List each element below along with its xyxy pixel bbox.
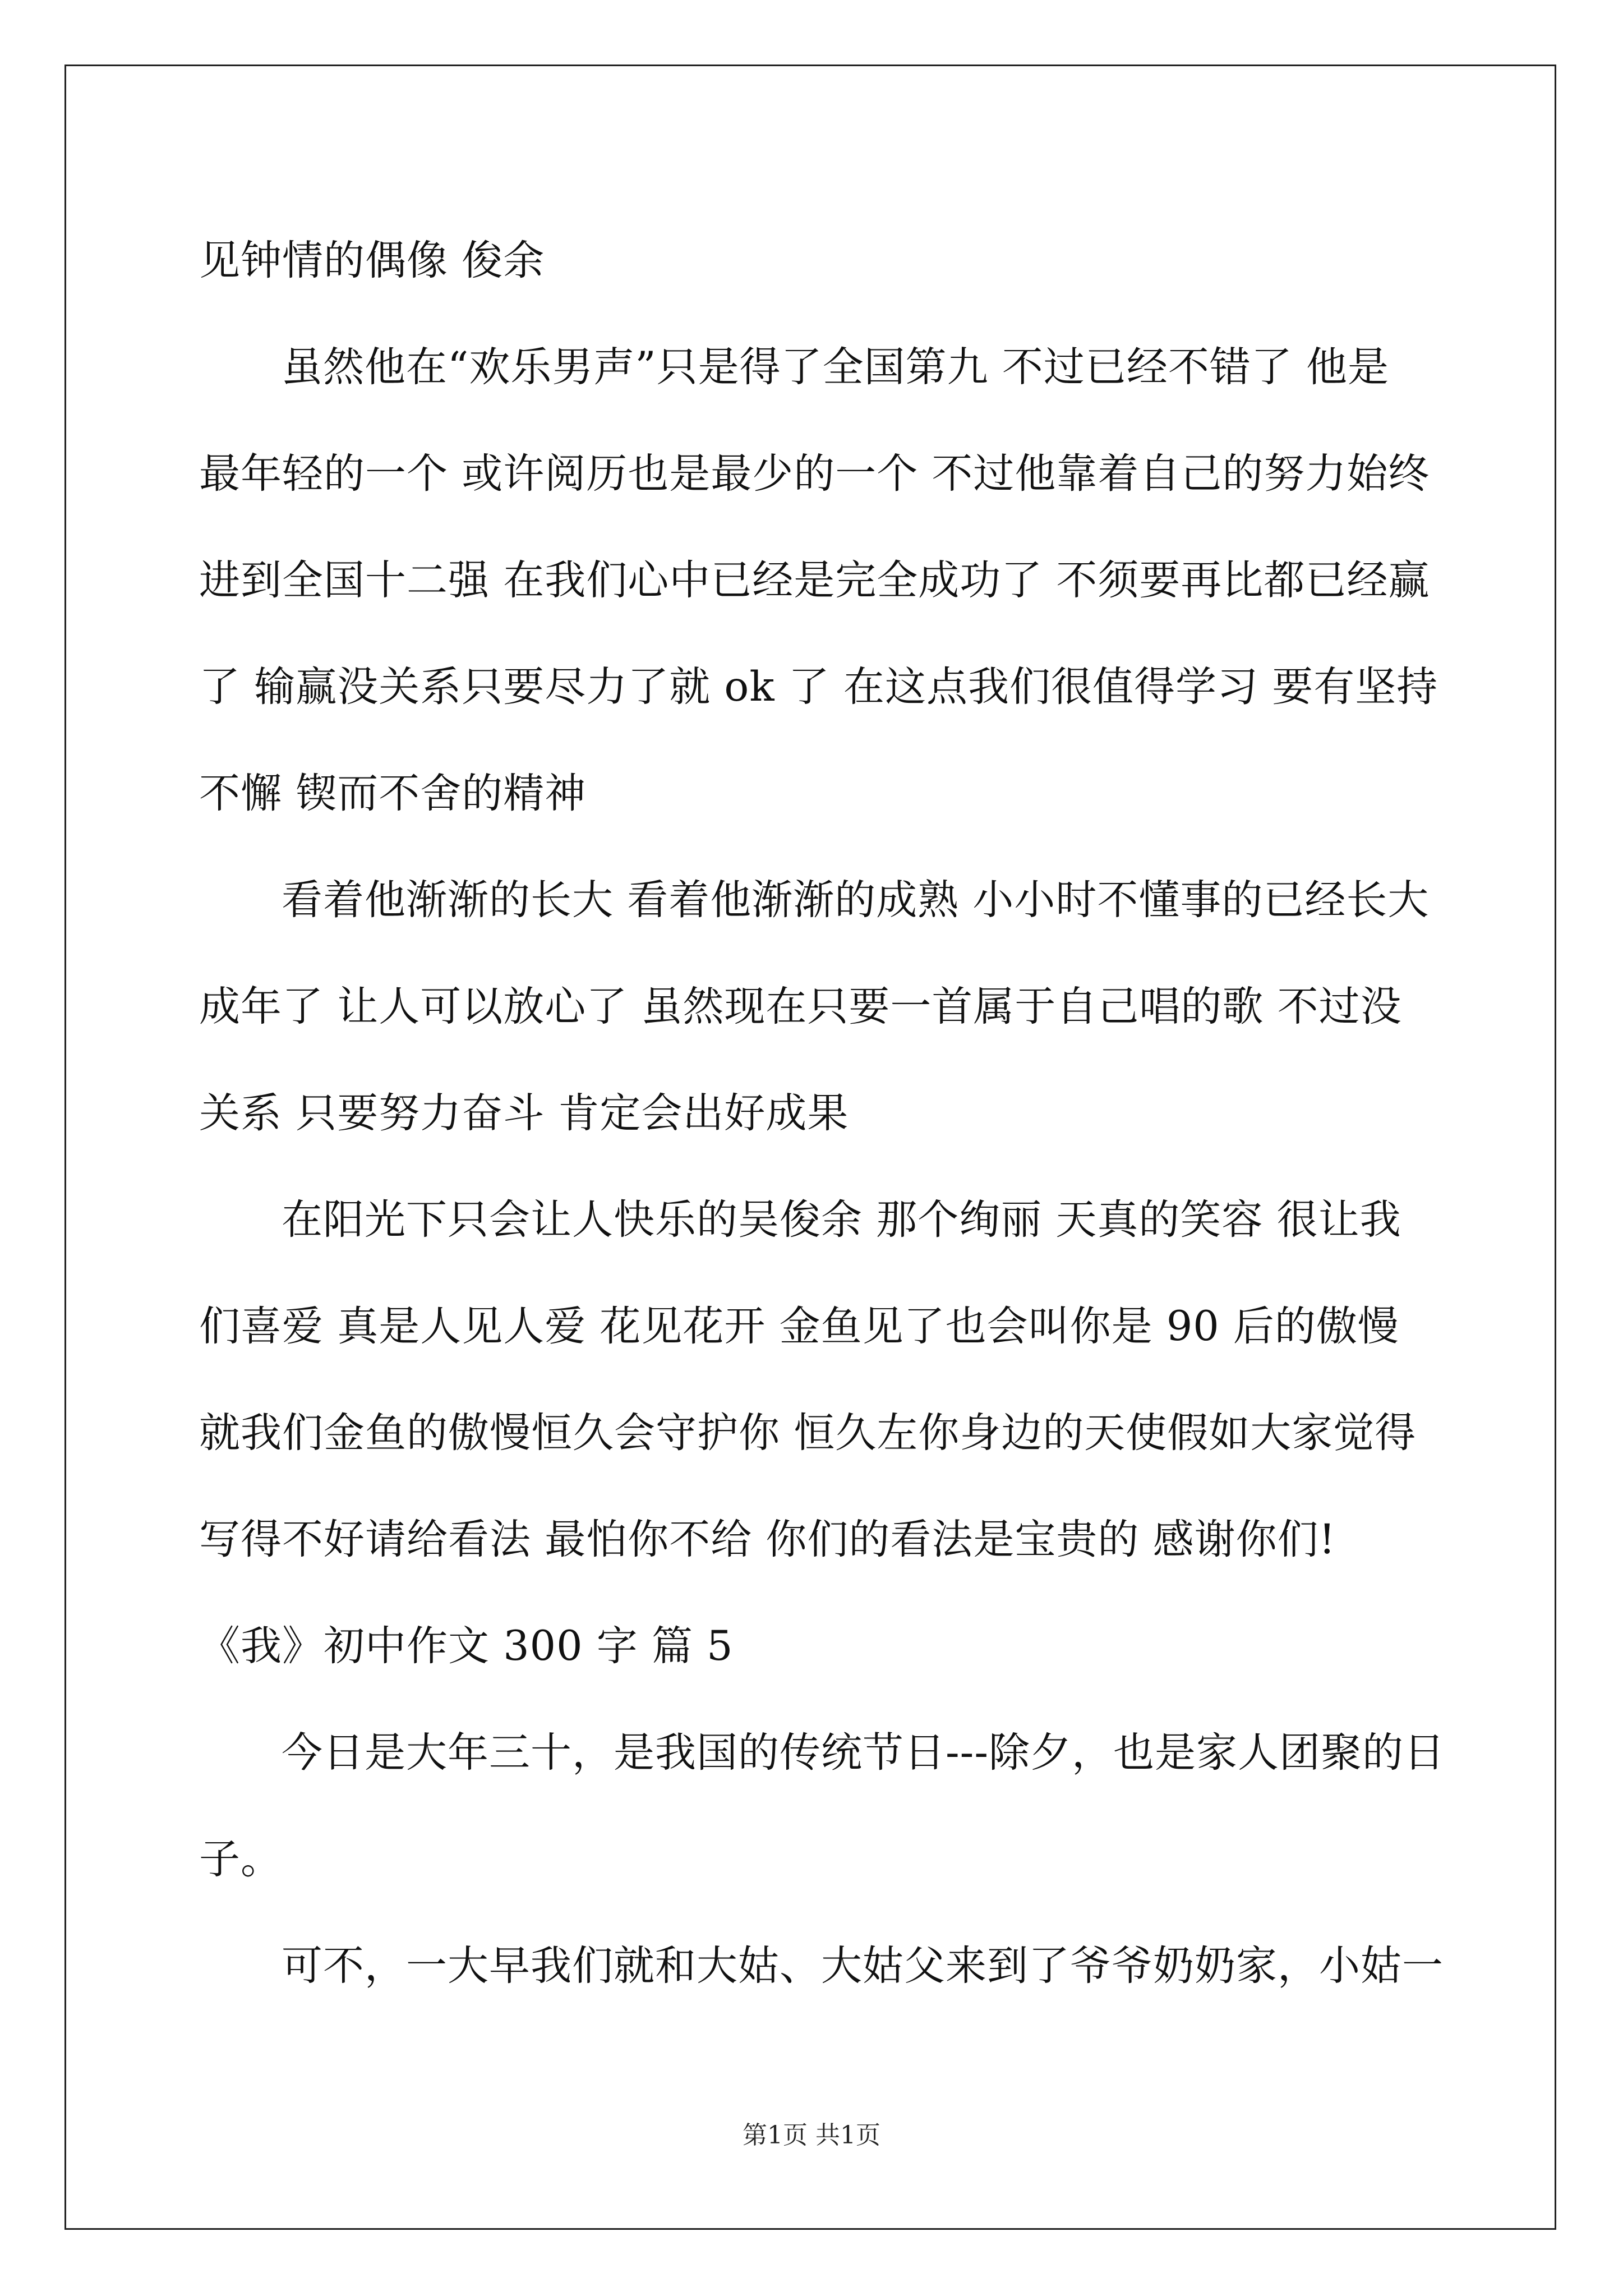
text-line: 看着他渐渐的长大 看着他渐渐的成熟 小小时不懂事的已经长大: [282, 876, 1430, 924]
text-line: 就我们金鱼的傲慢恒久会守护你 恒久左你身边的天使假如大家觉得: [199, 1409, 1417, 1457]
text-line: 了 输赢没关系只要尽力了就 ok 了 在这点我们很值得学习 要有坚持: [199, 663, 1438, 711]
section-heading: 《我》初中作文 300 字 篇 5: [199, 1622, 734, 1670]
page-footer: 第1页 共1页: [743, 2121, 880, 2150]
text-line: 在阳光下只会让人快乐的吴俊余 那个绚丽 天真的笑容 很让我: [282, 1196, 1401, 1244]
text-line: 们喜爱 真是人见人爱 花见花开 金鱼见了也会叫你是 90 后的傲慢: [199, 1303, 1399, 1350]
text-line: 虽然他在“欢乐男声”只是得了全国第九 不过已经不错了 他是: [282, 343, 1390, 391]
text-line: 关系 只要努力奋斗 肯定会出好成果: [199, 1089, 849, 1137]
text-line: 见钟情的偶像 俊余: [199, 237, 545, 284]
text-line: 写得不好请给看法 最怕你不给 你们的看法是宝贵的 感谢你们!: [199, 1516, 1336, 1563]
text-line: 进到全国十二强 在我们心中已经是完全成功了 不须要再比都已经赢: [199, 556, 1430, 604]
text-line: 最年轻的一个 或许阅历也是最少的一个 不过他靠着自己的努力始终: [199, 450, 1430, 498]
text-line: 成年了 让人可以放心了 虽然现在只要一首属于自己唱的歌 不过没: [199, 983, 1402, 1030]
text-line: 今日是大年三十，是我国的传统节日---除夕，也是家人团聚的日: [282, 1729, 1445, 1777]
text-line: 不懈 锲而不舍的精神: [199, 770, 587, 817]
document-body: [199, 208, 1445, 2019]
text-line: 可不，一大早我们就和大姑、大姑父来到了爷爷奶奶家，小姑一: [282, 1942, 1444, 1990]
text-line: 子。: [199, 1835, 282, 1883]
